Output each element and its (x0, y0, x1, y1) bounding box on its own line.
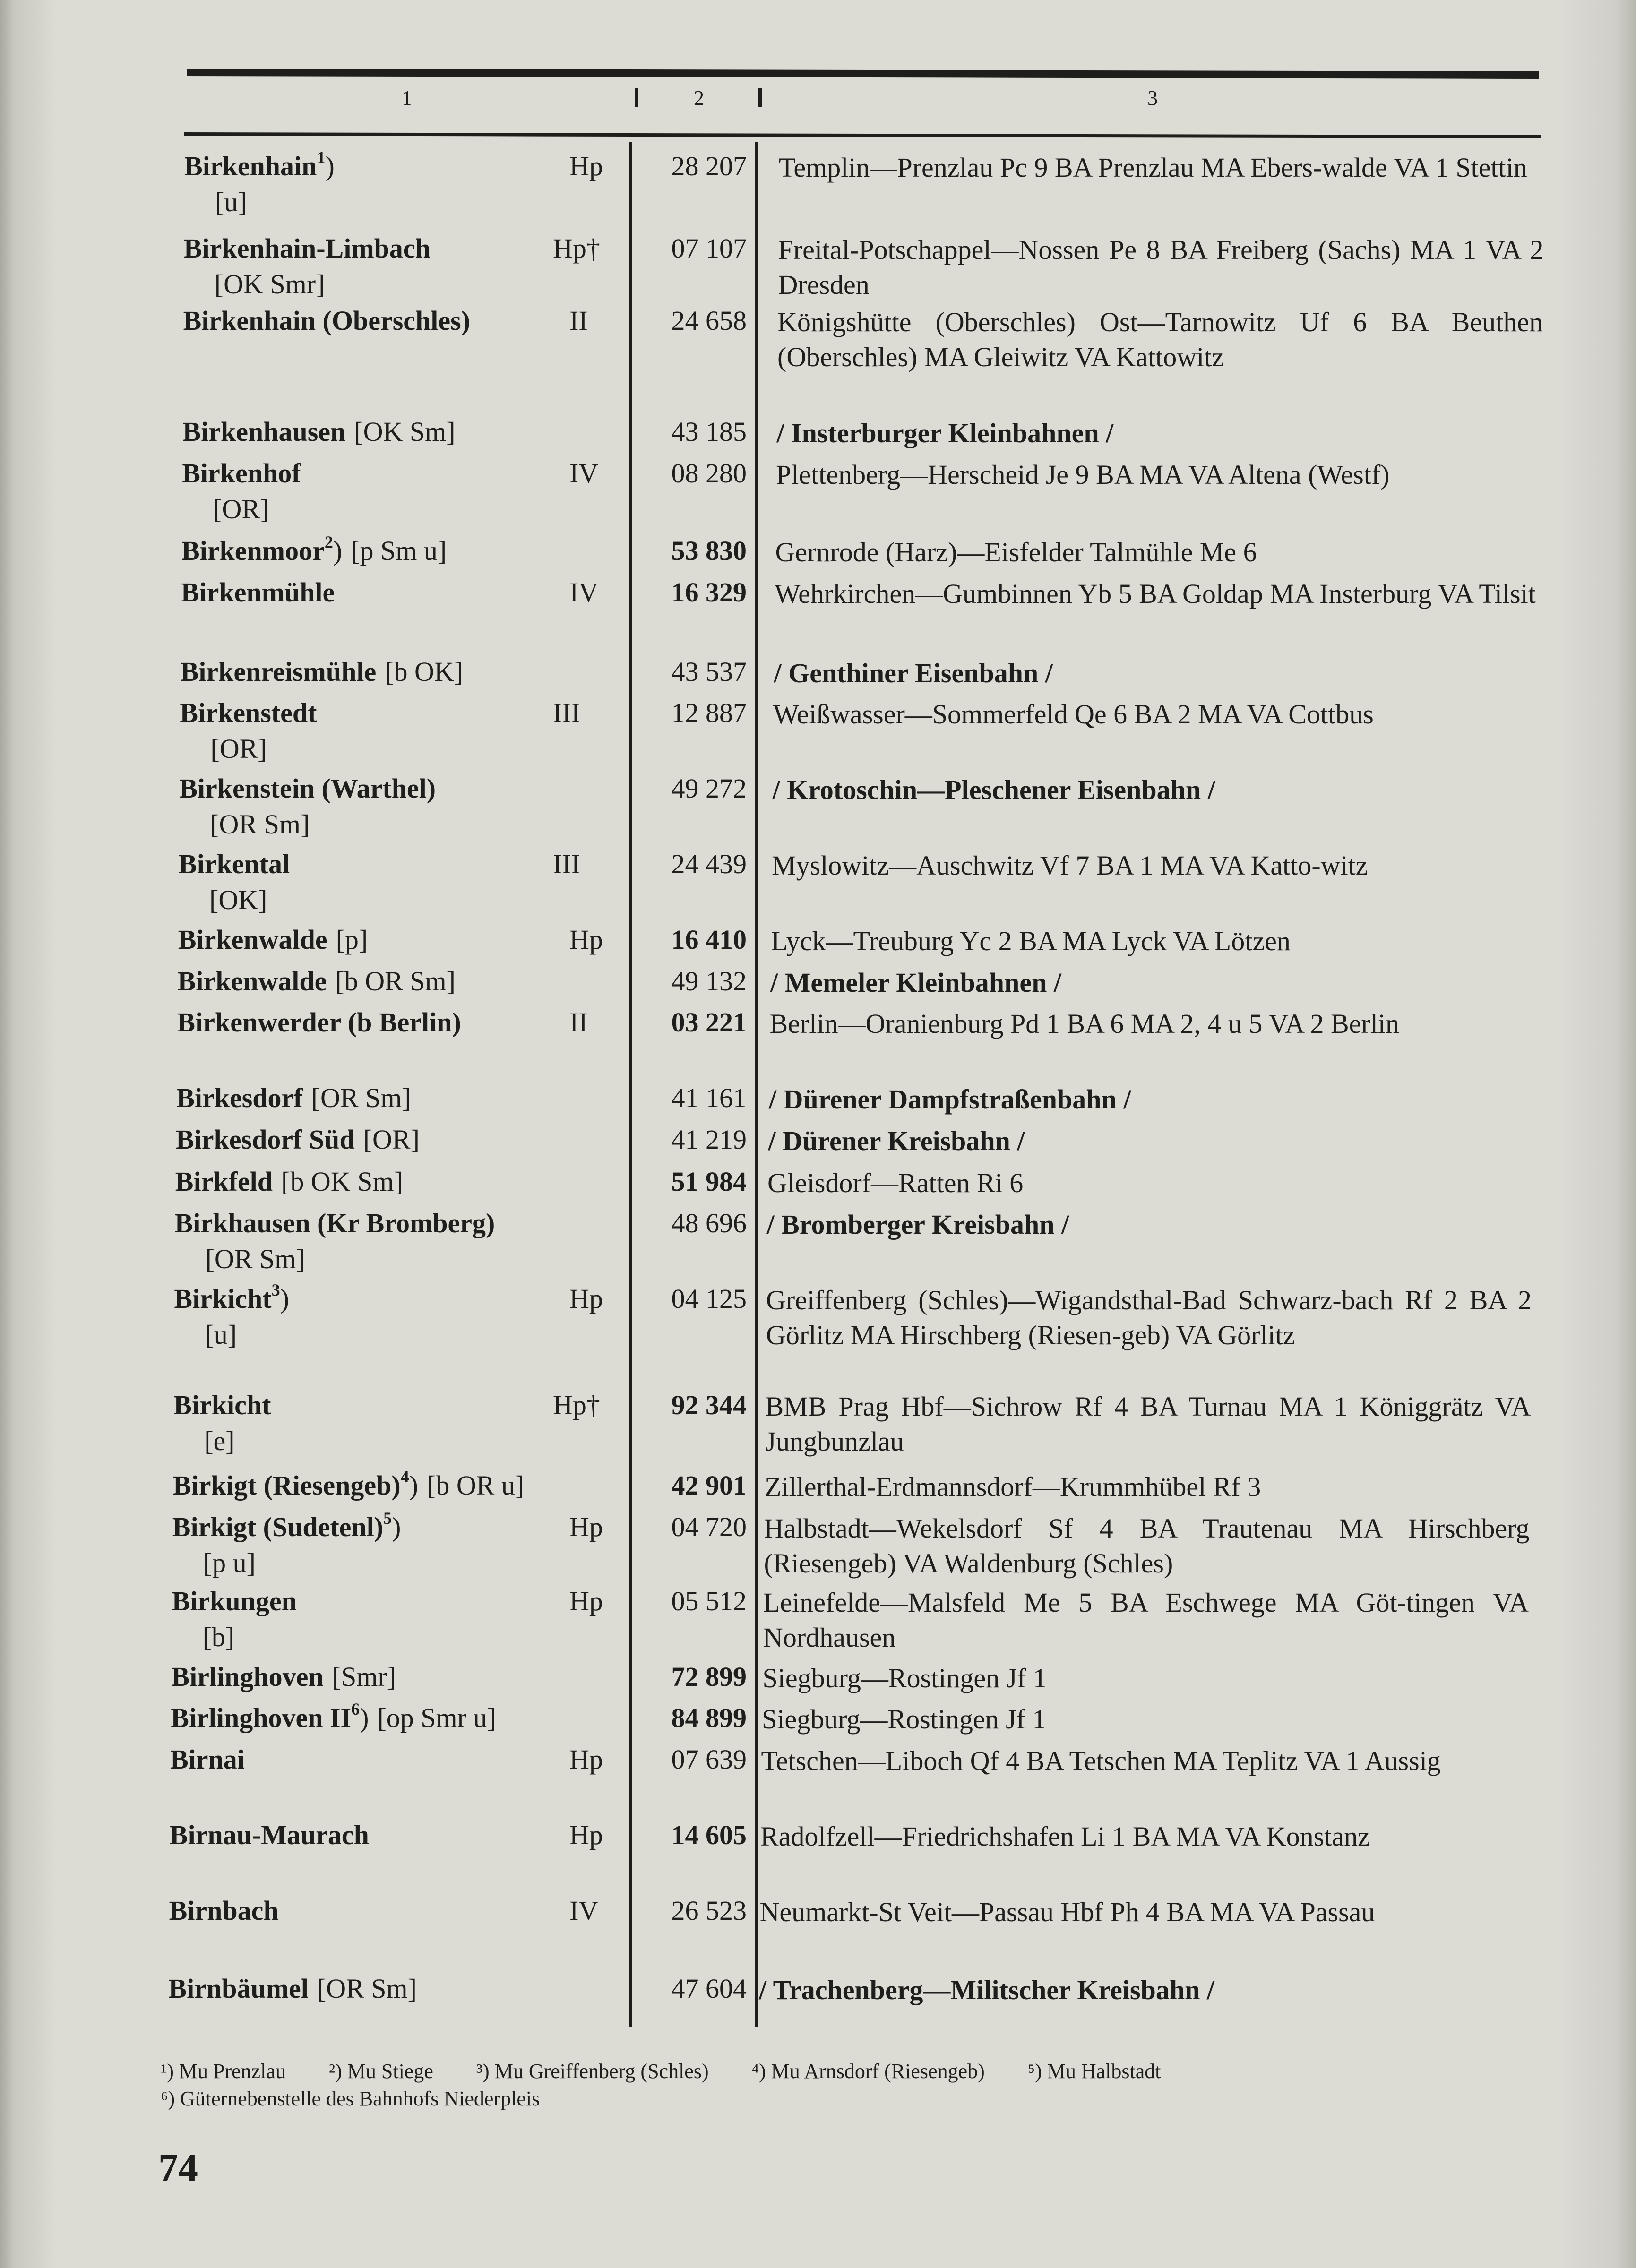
footnote-1: ¹) Mu Prenzlau (161, 2060, 286, 2083)
station-attributes: [Smr] (332, 1661, 396, 1692)
station-number: 24 658 (671, 305, 747, 336)
station-number: 03 221 (671, 1007, 747, 1038)
station-name-text: Birkenwalde (177, 966, 327, 997)
station-name (170, 1819, 369, 1851)
station-class: Hp (569, 151, 603, 181)
station-name (184, 150, 335, 182)
station-attributes: [OR] (213, 494, 269, 524)
station-number: 04 720 (671, 1512, 747, 1542)
station-name (179, 773, 436, 804)
station-number: 26 523 (671, 1895, 747, 1926)
station-number: 14 605 (671, 1820, 747, 1850)
station-number: 49 132 (671, 966, 747, 997)
footnote-marker: 6 (351, 1700, 360, 1718)
station-name-text: Birkenhausen (182, 416, 346, 447)
route-description: Weißwasser—Sommerfeld Qe 6 BA 2 MA VA Cottbus (773, 699, 1374, 730)
station-class: IV (569, 577, 599, 608)
station-name (174, 1280, 289, 1314)
station-class: II (569, 305, 588, 336)
station-attributes: [OK Smr] (214, 269, 325, 300)
station-number: 04 125 (671, 1283, 747, 1314)
footnote-marker-paren: ) (392, 1512, 401, 1542)
route-description: Freital-Potschappel—Nossen Pe 8 BA Freiberg (Sachs) MA 1 VA 2 Dresden (778, 234, 1544, 300)
station-name (171, 1661, 396, 1692)
station-attributes: [e] (204, 1426, 235, 1456)
station-name-text: Birkenhof (182, 458, 301, 489)
route-description: Gernrode (Harz)—Eisfelder Talmühle Me 6 (775, 537, 1257, 567)
station-name (181, 656, 464, 687)
footnote-marker: 4 (400, 1467, 409, 1486)
station-attributes: [OR] (210, 733, 267, 764)
station-name-text: Birkigt (Sudetenl) (172, 1512, 384, 1542)
station-name-text: Birkhausen (Kr Bromberg) (174, 1208, 495, 1238)
route-description: Gleisdorf—Ratten Ri 6 (767, 1168, 1024, 1198)
route-description: / Memeler Kleinbahnen / (770, 967, 1061, 998)
station-name (178, 965, 456, 997)
station-number: 72 899 (671, 1661, 747, 1692)
station-name (181, 535, 447, 567)
station-class: Hp (569, 1820, 603, 1850)
station-class: IV (569, 458, 599, 489)
route-description: / Trachenberg—Militscher Kreisbahn / (759, 1975, 1214, 2005)
station-name-text: Birkesdorf (176, 1082, 303, 1113)
station-class: Hp (569, 1586, 603, 1616)
station-name-text: Birkesdorf Süd (176, 1124, 355, 1155)
footnote-4: ⁴) Mu Arnsdorf (Riesengeb) (751, 2060, 985, 2083)
route-description: Zillerthal-Erdmannsdorf—Krummhübel Rf 3 (765, 1471, 1261, 1502)
route-description: Siegburg—Rostingen Jf 1 (762, 1704, 1046, 1735)
route-description: Berlin—Oranienburg Pd 1 BA 6 MA 2, 4 u 5 VA 2 Berlin (769, 1008, 1399, 1039)
station-attributes: [p Sm u] (351, 535, 447, 566)
station-attributes: [b OR Sm] (335, 966, 456, 997)
station-attributes: [OR Sm] (210, 809, 310, 840)
station-number: 47 604 (671, 1973, 747, 2004)
station-name-text: Birkigt (Riesengeb) (173, 1470, 401, 1501)
route-description: / Dürener Dampfstraßenbahn / (769, 1084, 1131, 1115)
footnote-3: ³) Mu Greiffenberg (Schles) (476, 2060, 709, 2083)
station-number: 48 696 (671, 1208, 747, 1238)
station-number: 24 439 (671, 849, 747, 879)
station-class: Hp (569, 1283, 603, 1314)
route-description: Lyck—Treuburg Yc 2 BA MA Lyck VA Lötzen (771, 926, 1291, 956)
footnote-marker: 3 (271, 1280, 280, 1299)
route-description: Templin—Prenzlau Pc 9 BA Prenzlau MA Ebers-walde VA 1 Stettin (779, 152, 1527, 183)
route-description: Halbstadt—Wekelsdorf Sf 4 BA Trautenau MA Hirschberg (Riesengeb) VA Waldenburg (Schles) (764, 1513, 1530, 1579)
station-name-text: Birkenstedt (180, 697, 317, 728)
footnotes (161, 2058, 1531, 2113)
station-name-text: Birkicht (173, 1390, 271, 1420)
route-description: Siegburg—Rostingen Jf 1 (762, 1663, 1047, 1693)
station-name (168, 1973, 417, 2004)
footnote-marker-paren: ) (409, 1470, 418, 1501)
station-attributes: [u] (215, 187, 247, 217)
route-description: Radolfzell—Friedrichshafen Li 1 BA MA VA Konstanz (760, 1821, 1370, 1852)
footnote-6: ⁶) Güternebenstelle des Bahnhofs Niederpleis (161, 2087, 540, 2110)
station-attributes: [b] (202, 1622, 235, 1652)
station-attributes: [u] (205, 1319, 237, 1350)
station-name-text: Birkenhain-Limbach (183, 233, 431, 264)
station-name-text: Birkenmühle (181, 577, 335, 608)
footnote-2: ²) Mu Stiege (328, 2060, 433, 2083)
station-number: 43 185 (671, 416, 747, 447)
route-description: Neumarkt-St Veit—Passau Hbf Ph 4 BA MA VA Passau (759, 1897, 1375, 1927)
footnote-marker-paren: ) (280, 1283, 289, 1314)
station-name (170, 1744, 245, 1775)
route-description: Wehrkirchen—Gumbinnen Yb 5 BA Goldap MA Insterburg VA Tilsit (775, 578, 1536, 609)
column-divider-2 (755, 142, 758, 2027)
station-name-text: Birkenwerder (b Berlin) (177, 1007, 461, 1038)
station-number: 49 272 (671, 773, 747, 804)
station-name (178, 924, 368, 955)
station-attributes: [op Smr u] (377, 1702, 496, 1733)
station-attributes: [OR Sm] (205, 1244, 305, 1274)
station-name-text: Birkenhain (Oberschles) (183, 305, 471, 336)
station-name (175, 1207, 495, 1239)
station-name (169, 1895, 279, 1926)
station-attributes: [OR] (363, 1124, 420, 1155)
station-class: III (553, 697, 580, 728)
column-header-3: 3 (1147, 86, 1158, 110)
station-attributes: [b OK Sm] (281, 1166, 403, 1197)
station-name (182, 457, 301, 489)
station-class: III (553, 849, 580, 879)
station-class: Hp† (553, 233, 600, 264)
route-description: Greiffenberg (Schles)—Wigandsthal-Bad Schwarz-bach Rf 2 BA 2 Görlitz MA Hirschberg (Riesen-geb) VA Görlitz (766, 1285, 1532, 1350)
station-number: 16 410 (671, 924, 747, 955)
route-description: Plettenberg—Herscheid Je 9 BA MA VA Altena (Westf) (776, 459, 1390, 490)
station-name-text: Birlinghoven (171, 1661, 324, 1692)
station-name (179, 848, 290, 880)
station-name (172, 1511, 401, 1543)
route-description: / Krotoschin—Pleschener Eisenbahn / (772, 774, 1215, 805)
station-attributes: [p] (336, 924, 368, 955)
station-name-text: Birkenreismühle (180, 656, 377, 687)
station-name (177, 1006, 461, 1038)
route-description: BMB Prag Hbf—Sichrow Rf 4 BA Turnau MA 1 Königgrätz VA Jungbunzlau (765, 1391, 1531, 1457)
station-name (180, 697, 317, 729)
station-attributes: [OK Sm] (354, 416, 456, 447)
station-number: 51 984 (671, 1166, 747, 1197)
station-number: 53 830 (671, 535, 747, 566)
station-attributes: [b OR u] (427, 1470, 525, 1501)
station-attributes: [p u] (203, 1547, 256, 1578)
footnote-line-1 (161, 2058, 1531, 2085)
station-name-text: Birnau-Maurach (169, 1820, 369, 1850)
station-class: Hp (569, 1744, 603, 1775)
station-number: 42 901 (671, 1470, 747, 1501)
station-name (183, 305, 470, 336)
station-class: Hp (569, 924, 603, 955)
station-name-text: Birkicht (174, 1283, 272, 1314)
station-name-text: Birkenstein (Warthel) (179, 773, 436, 804)
station-name (176, 1082, 411, 1114)
station-name (171, 1702, 496, 1734)
station-name (176, 1124, 420, 1155)
page-number: 74 (158, 2146, 198, 2190)
station-name-text: Birkenmoor (181, 535, 325, 566)
station-name-text: Birkental (179, 849, 290, 879)
header-divider-1 (635, 88, 638, 107)
footnote-5: ⁵) Mu Halbstadt (1027, 2060, 1161, 2083)
station-name-text: Birkenwalde (178, 924, 327, 955)
route-description: Königshütte (Oberschles) Ost—Tarnowitz Uf 6 BA Beuthen (Oberschles) MA Gleiwitz VA Kattowitz (777, 307, 1543, 372)
station-class: Hp† (553, 1390, 600, 1420)
station-name-text: Birnbach (169, 1895, 279, 1926)
route-description: / Insterburger Kleinbahnen / (776, 418, 1114, 448)
footnote-marker-paren: ) (325, 151, 335, 181)
station-name (172, 1585, 297, 1617)
station-number: 84 899 (671, 1702, 747, 1733)
footnote-marker-paren: ) (360, 1702, 369, 1733)
station-attributes: [OK] (209, 885, 267, 915)
station-number: 05 512 (671, 1586, 747, 1616)
station-attributes: [OR Sm] (317, 1973, 417, 2004)
station-name-text: Birkfeld (175, 1166, 273, 1197)
route-description: Tetschen—Liboch Qf 4 BA Tetschen MA Teplitz VA 1 Aussig (761, 1745, 1441, 1776)
footnote-marker-paren: ) (333, 535, 343, 566)
station-number: 28 207 (671, 151, 747, 181)
station-name (175, 1166, 403, 1197)
route-description: Leinefelde—Malsfeld Me 5 BA Eschwege MA Göt-tingen VA Nordhausen (763, 1587, 1529, 1653)
column-header-1: 1 (402, 86, 412, 110)
station-attributes: [b OK] (385, 656, 464, 687)
station-attributes: [OR Sm] (311, 1082, 411, 1113)
station-name-text: Birlinghoven II (171, 1702, 352, 1733)
station-number: 07 107 (671, 233, 747, 264)
station-number: 43 537 (671, 656, 747, 687)
station-name-text: Birnai (170, 1744, 245, 1775)
station-name (173, 1469, 524, 1501)
footnote-marker: 2 (324, 533, 333, 551)
route-description: / Genthiner Eisenbahn / (774, 658, 1053, 688)
station-number: 16 329 (671, 577, 747, 608)
station-name (182, 416, 455, 447)
station-number: 12 887 (671, 697, 747, 728)
station-name (173, 1389, 271, 1421)
route-description: Myslowitz—Auschwitz Vf 7 BA 1 MA VA Katto-witz (772, 850, 1368, 881)
footnote-marker: 1 (317, 148, 326, 167)
route-description: / Bromberger Kreisbahn / (766, 1209, 1069, 1240)
station-name (181, 576, 335, 608)
station-name-text: Birkungen (172, 1586, 297, 1616)
station-class: Hp (569, 1512, 603, 1542)
station-number: 41 219 (671, 1124, 747, 1155)
station-name-text: Birkenhain (184, 151, 317, 181)
station-number: 41 161 (671, 1082, 747, 1113)
station-name (184, 232, 431, 264)
station-number: 07 639 (671, 1744, 747, 1775)
column-header-2: 2 (694, 86, 704, 110)
station-name-text: Birnbäumel (168, 1973, 309, 2004)
station-number: 92 344 (671, 1390, 747, 1420)
route-description: / Dürener Kreisbahn / (768, 1125, 1025, 1156)
station-class: II (569, 1007, 588, 1038)
header-divider-2 (758, 88, 762, 107)
station-class: IV (569, 1895, 599, 1926)
footnote-marker: 5 (383, 1509, 392, 1528)
station-number: 08 280 (671, 458, 747, 489)
